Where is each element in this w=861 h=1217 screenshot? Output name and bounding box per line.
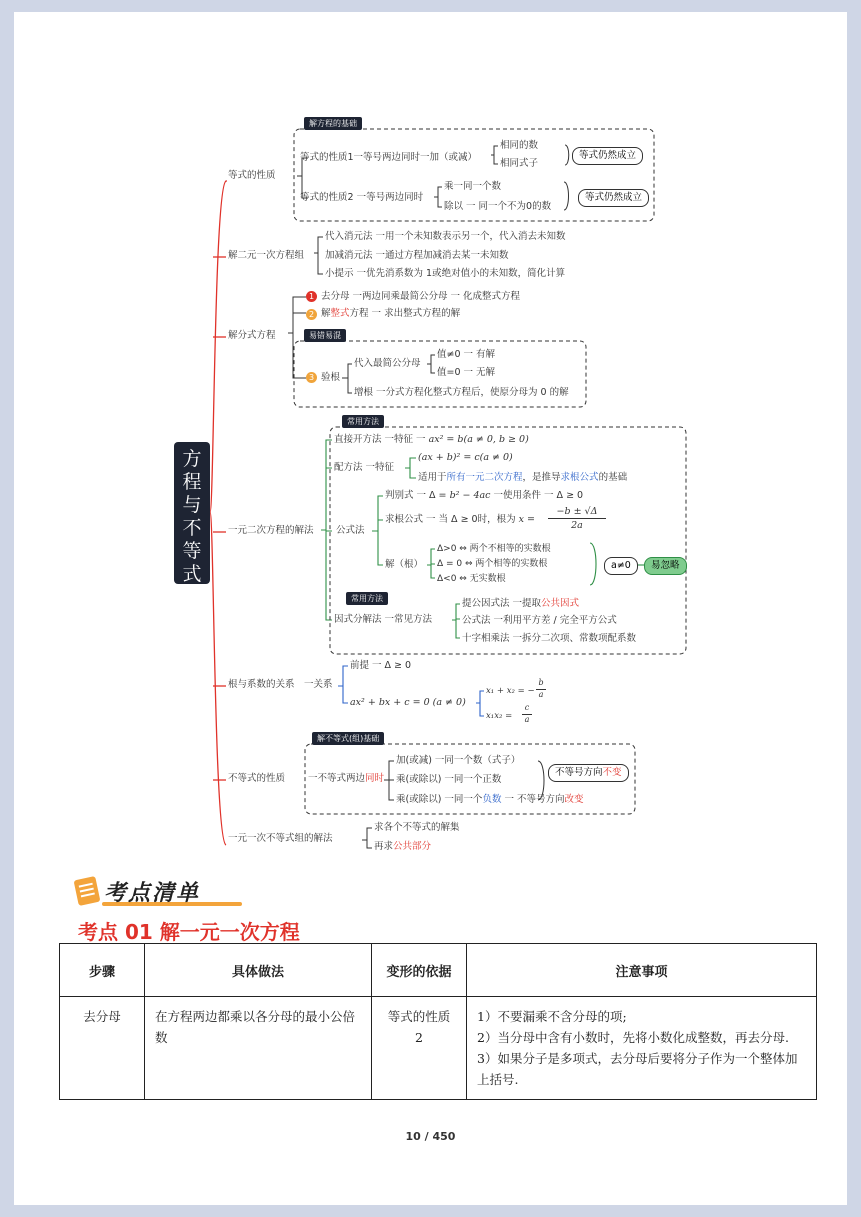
- tag-common-methods: 常用方法: [342, 415, 384, 428]
- note-3: 3）如果分子是多项式，去分母后要将分子作为一个整体加上括号.: [477, 1051, 798, 1087]
- step-2-badge: 2: [306, 309, 317, 320]
- header-step: 步骤: [60, 944, 145, 997]
- quad-discriminant: 判别式 一 Δ = b² − 4ac 一使用条件 一 Δ ≥ 0: [385, 490, 584, 501]
- branch-inequality-property: 不等式的性质: [228, 773, 286, 784]
- kaodian-title: 考点 01 解一元一次方程: [78, 920, 300, 944]
- quad-complete-square-note: 适用于所有一元二次方程，是推导求根公式的基础: [418, 472, 628, 483]
- sys-tip: 小提示 一优先消系数为 1或绝对值小的未知数，简化计算: [325, 268, 566, 279]
- frac-has-solution: 值≠0 一 有解: [437, 349, 496, 360]
- eq-property-2-result: 等式仍然成立: [578, 189, 649, 207]
- frac-step-1: 去分母 一两边同乘最简公分母 一 化成整式方程: [321, 291, 521, 302]
- eq-property-2a: 乘一同一个数: [444, 181, 502, 192]
- tag-common-methods-2: 常用方法: [346, 592, 388, 605]
- quad-case-zero: Δ = 0 ⇔ 两个相等的实数根: [437, 559, 548, 569]
- header-basis: 变形的依据: [372, 944, 467, 997]
- tag-error-prone: 易错易混: [304, 329, 346, 342]
- step-1-badge: 1: [306, 291, 317, 302]
- kaodian-table: [59, 943, 817, 1100]
- frac-step-2: 解整式方程 一 求出整式方程的解: [321, 308, 461, 319]
- quad-a-nonzero: a≠0: [604, 557, 638, 575]
- header-method: 具体做法: [145, 944, 372, 997]
- cell-notes: [467, 997, 817, 1100]
- ineq-add: 加(或减) 一同一个数（式子）: [396, 755, 521, 766]
- vieta-premise: 前提 一 Δ ≥ 0: [350, 660, 412, 671]
- eq-property-2: 等式的性质2 一等号两边同时: [300, 192, 424, 203]
- ineq-direction-unchanged: 不等号方向不变: [548, 764, 629, 782]
- vieta-sum: x₁ + x₂ = −: [486, 686, 535, 696]
- vieta-product-denominator: a: [524, 715, 530, 724]
- branch-fractional-equation: 解分式方程: [228, 330, 276, 341]
- vieta-product: x₁x₂ =: [486, 711, 513, 721]
- table-header-row: [60, 944, 817, 997]
- frac-extraneous-root: 增根 一分式方程化整式方程后，使原分母为 0 的解: [354, 387, 569, 398]
- quad-complete-square-form: (ax + b)² = c(a ≠ 0): [418, 452, 513, 463]
- ineq-mult-negative: 乘(或除以) 一同一个负数 一 不等号方向改变: [396, 794, 584, 805]
- quad-root-denominator: 2a: [571, 520, 583, 531]
- tag-inequality-basis: 解不等式(组)基础: [312, 732, 384, 745]
- cell-method: 在方程两边都乘以各分母的最小公倍数: [145, 997, 372, 1100]
- document-page: [14, 12, 847, 1205]
- eq-property-1-result: 等式仍然成立: [572, 147, 643, 165]
- page-number: 10 / 450: [405, 1130, 456, 1143]
- eq-property-1a: 相同的数: [500, 140, 539, 151]
- quad-easy-ignore: 易忽略: [644, 557, 687, 575]
- quad-direct-root: 直接开方法 一特征 一 ax² = b(a ≠ 0, b ≥ 0): [334, 434, 529, 445]
- tag-basis: 解方程的基础: [304, 117, 362, 130]
- vieta-sum-numerator: b: [536, 677, 546, 690]
- quad-cross-multiply: 十字相乘法 一拆分二次项、常数项配系数: [462, 633, 637, 644]
- header-notes: 注意事项: [467, 944, 817, 997]
- vieta-sum-denominator: a: [538, 690, 544, 699]
- quad-formula-method: 公式法: [336, 525, 365, 536]
- step-3-badge: 3: [306, 372, 317, 383]
- sys-elimination: 加减消元法 一通过方程加减消去某一未知数: [325, 250, 509, 261]
- quad-root-formula: 求根公式 一 当 Δ ≥ 0时，根为 x =: [385, 514, 535, 525]
- table-row: [60, 997, 817, 1100]
- quad-common-factor: 提公因式法 一提取公共因式: [462, 598, 580, 609]
- branch-vieta: 根与系数的关系: [228, 679, 295, 690]
- section-header: [76, 874, 246, 908]
- vieta-equation: ax² + bx + c = 0 (a ≠ 0): [350, 697, 466, 708]
- quad-root-numerator: −b ± √Δ: [548, 506, 606, 519]
- frac-no-solution: 值=0 一 无解: [437, 367, 496, 378]
- sys-substitution: 代入消元法 一用一个未知数表示另一个，代入消去未知数: [325, 231, 566, 242]
- quad-formula-factor: 公式法 一利用平方差 / 完全平方公式: [462, 615, 617, 626]
- mindmap-root-node: 方 程 与 不 等 式: [174, 442, 210, 584]
- frac-step-3: 验根: [321, 372, 341, 383]
- quad-factorization: 因式分解法 一常见方法: [334, 614, 433, 625]
- quad-complete-square: 配方法 一特征: [334, 462, 395, 473]
- notepad-icon: [74, 876, 101, 906]
- section-title: 考点清单: [104, 880, 201, 906]
- ineqsys-step-1: 求各个不等式的解集: [374, 822, 460, 833]
- note-1: 1）不要漏乘不含分母的项;: [477, 1009, 627, 1024]
- branch-inequality-system: 一元一次不等式组的解法: [228, 833, 333, 844]
- cell-step: 去分母: [60, 997, 145, 1100]
- eq-property-2b: 除以 一 同一个不为0的数: [444, 201, 552, 212]
- cell-basis: 等式的性质 2: [372, 997, 467, 1100]
- branch-linear-system: 解二元一次方程组: [228, 250, 305, 261]
- eq-property-1b: 相同式子: [500, 158, 539, 169]
- quad-case-positive: Δ>0 ⇔ 两个不相等的实数根: [437, 544, 551, 554]
- vieta-product-numerator: c: [522, 702, 532, 715]
- vieta-relation: 一关系: [304, 679, 333, 690]
- frac-substitute: 代入最简公分母: [354, 358, 421, 369]
- branch-equation-property: 等式的性质: [228, 170, 276, 181]
- quad-case-negative: Δ<0 ⇔ 无实数根: [437, 574, 506, 584]
- ineqsys-step-2: 再求公共部分: [374, 841, 432, 852]
- ineq-both-sides: 一不等式两边同时: [308, 773, 385, 784]
- eq-property-1: 等式的性质1一等号两边同时一加（或减）: [300, 152, 478, 163]
- quad-roots-cases: 解（根）: [385, 559, 424, 570]
- ineq-mult-positive: 乘(或除以) 一同一个正数: [396, 774, 502, 785]
- branch-quadratic-methods: 一元二次方程的解法: [228, 525, 314, 536]
- note-2: 2）当分母中含有小数时，先将小数化成整数，再去分母.: [477, 1030, 789, 1045]
